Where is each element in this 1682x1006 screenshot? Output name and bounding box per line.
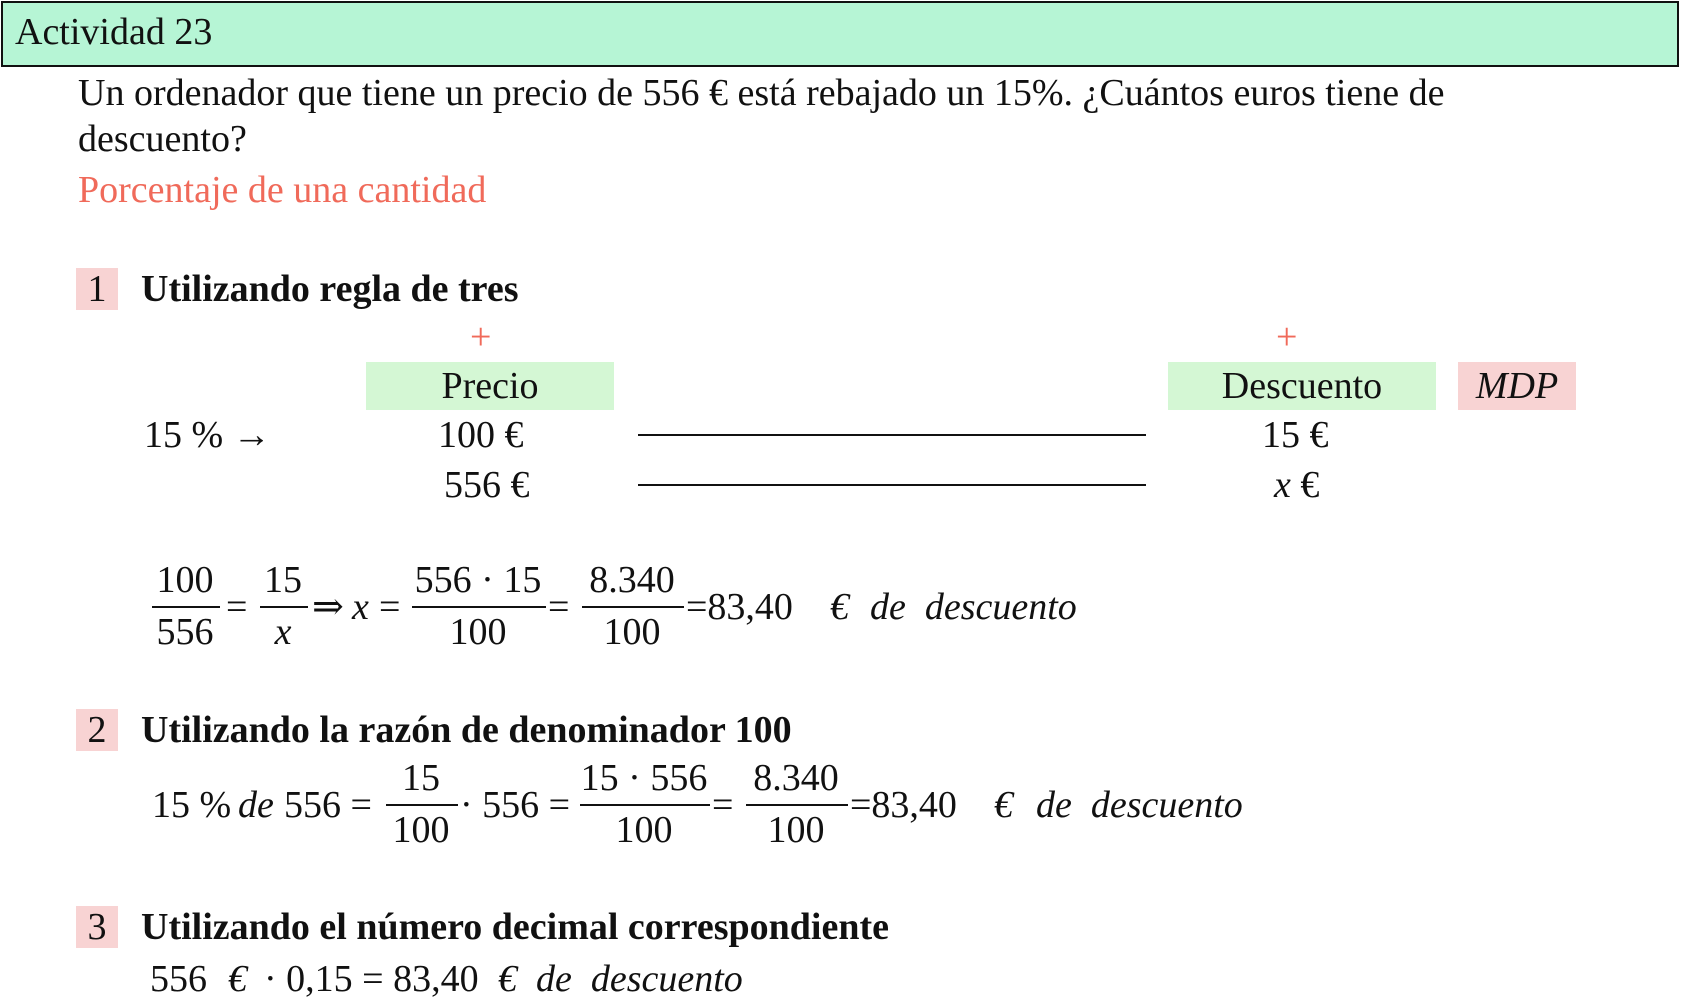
var-x: x <box>352 586 369 628</box>
topic-label: Porcentaje de una cantidad <box>78 169 487 211</box>
result-value: =83,40 <box>686 586 793 628</box>
frac2-bar <box>260 606 308 608</box>
problem-text-line2: descuento? <box>78 118 247 160</box>
frac4-bar <box>582 606 684 608</box>
frac2-bar <box>580 804 710 806</box>
cell-precio-row2: 556 € <box>444 464 530 506</box>
frac3-numerator: 8.340 <box>753 757 839 799</box>
frac2-denominator: 100 <box>615 809 673 851</box>
method3-number-badge: 3 <box>76 906 118 948</box>
frac4-denominator: 100 <box>603 611 661 653</box>
method2-title: Utilizando la razón de denominador 100 <box>141 709 792 751</box>
frac1-numerator: 15 <box>402 757 440 799</box>
frac2-numerator: 15 <box>264 559 302 601</box>
euro-symbol: € <box>994 784 1013 826</box>
plus-sign-precio: + <box>470 316 492 358</box>
lead-percent: 15 % <box>152 784 232 826</box>
lead-amount: 556 <box>150 958 207 1000</box>
frac3-bar <box>746 804 848 806</box>
frac2-denominator: x <box>274 611 292 653</box>
equals-sign: = <box>548 586 570 628</box>
equals-sign: = <box>226 586 248 628</box>
frac3-bar <box>412 606 546 608</box>
implies-arrow: ⇒ <box>312 586 344 628</box>
frac1-numerator: 100 <box>156 559 214 601</box>
decimal-product: · 0,15 = 83,40 <box>264 958 479 1000</box>
activity-header <box>1 1 1679 67</box>
cell-precio-row1: 100 € <box>438 414 524 456</box>
frac1-bar <box>152 606 220 608</box>
frac3-denominator: 100 <box>767 809 825 851</box>
euro-symbol: € <box>830 586 849 628</box>
frac3-numerator: 556 · 15 <box>414 559 542 601</box>
column-header-precio: Precio <box>366 362 614 410</box>
problem-text-line1: Un ordenador que tiene un precio de 556 € está rebajado un 15%. ¿Cuántos euros tiene de <box>78 72 1445 114</box>
lead-de: de <box>238 784 274 826</box>
method3-title: Utilizando el número decimal correspondiente <box>141 906 889 948</box>
euro-symbol: € <box>498 958 517 1000</box>
frac1-denominator: 556 <box>156 611 214 653</box>
equals-sign: = <box>379 586 401 628</box>
method2-number-badge: 2 <box>76 709 118 751</box>
lead-amount: 556 = <box>284 784 372 826</box>
euro-symbol: € <box>1300 464 1320 506</box>
equals-sign: = <box>712 784 734 826</box>
column-header-descuento: Descuento <box>1168 362 1436 410</box>
result-suffix: de descuento <box>870 586 1077 628</box>
row2-connector-line <box>638 484 1146 486</box>
frac1-bar <box>386 804 458 806</box>
result-value: =83,40 <box>850 784 957 826</box>
result-suffix: de descuento <box>1036 784 1243 826</box>
result-suffix: de descuento <box>536 958 743 1000</box>
middle-term: · 556 = <box>460 784 571 826</box>
frac3-denominator: 100 <box>449 611 507 653</box>
mdp-badge: MDP <box>1458 362 1576 410</box>
plus-sign-descuento: + <box>1276 316 1298 358</box>
method1-number-badge: 1 <box>76 268 118 310</box>
frac1-denominator: 100 <box>392 809 450 851</box>
method1-title: Utilizando regla de tres <box>141 268 519 310</box>
row-label-percent: 15 % → <box>144 414 271 456</box>
row1-connector-line <box>638 434 1146 436</box>
activity-title: Actividad 23 <box>15 11 213 53</box>
frac2-numerator: 15 · 556 <box>580 757 708 799</box>
cell-descuento-row2 <box>1274 466 1319 504</box>
frac4-numerator: 8.340 <box>589 559 675 601</box>
euro-symbol: € <box>228 958 247 1000</box>
cell-descuento-row1: 15 € <box>1262 414 1329 456</box>
var-x: x <box>1274 464 1291 506</box>
